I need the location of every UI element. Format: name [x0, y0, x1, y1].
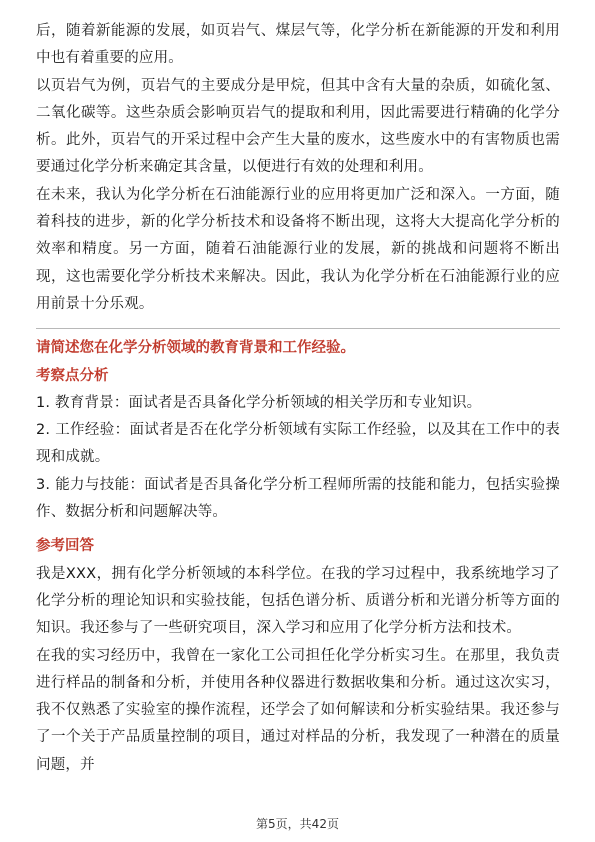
analysis-item-1: 1. 教育背景：面试者是否具备化学分析领域的相关学历和专业知识。 [36, 394, 482, 411]
intro-paragraph-1: 后，随着新能源的发展，如页岩气、煤层气等，化学分析在新能源的开发和利用中也有着重要的应用。 [36, 23, 560, 67]
analysis-item-2: 2. 工作经验：面试者是否在化学分析领域有实际工作经验，以及其在工作中的表现和成就。 [36, 422, 560, 466]
answer-heading: 参考回答 [36, 538, 94, 555]
answer-paragraph-2: 在我的实习经历中，我曾在一家化工公司担任化学分析实习生。在那里，我负责进行样品的制备和分析，并使用各种仪器进行数据收集和分析。通过这次实习，我不仅熟悉了实验室的操作流程，还学会了如何解读和分析实验结果。我还参与了一个关于产品质量控制的项目，通过对样品的分析，我发现了一种潜在的质量问题，并 [36, 647, 560, 773]
answer-paragraph-1: 我是XXX，拥有化学分析领域的本科学位。在我的学习过程中，我系统地学习了化学分析的理论知识和实验技能，包括色谱分析、质谱分析和光谱分析等方面的知识。我还参与了一些研究项目，深入学习和应用了化学分析方法和技术。 [36, 565, 560, 637]
document-page [36, 18, 560, 779]
interview-question: 请简述您在化学分析领域的教育背景和工作经验。 [36, 340, 355, 357]
intro-paragraph-2: 以页岩气为例，页岩气的主要成分是甲烷，但其中含有大量的杂质，如硫化氢、二氧化碳等。这些杂质会影响页岩气的提取和利用，因此需要进行精确的化学分析。此外，页岩气的开采过程中会产生大量的废水，这些废水中的有害物质也需要通过化学分析来确定其含量，以便进行有效的处理和利用。 [36, 77, 560, 176]
intro-paragraph-3: 在未来，我认为化学分析在石油能源行业的应用将更加广泛和深入。一方面，随着科技的进步，新的化学分析技术和设备将不断出现，这将大大提高化学分析的效率和精度。另一方面，随着石油能源行业的发展，新的挑战和问题将不断出现，这也需要化学分析技术来解决。因此，我认为化学分析在石油能源行业的应用前景十分乐观。 [36, 186, 560, 312]
analysis-heading: 考察点分析 [36, 367, 109, 384]
page-number-footer: 第5页，共42页 [256, 817, 339, 831]
analysis-item-3: 3. 能力与技能：面试者是否具备化学分析工程师所需的技能和能力，包括实验操作、数据分析和问题解决等。 [36, 476, 560, 521]
section-divider [36, 328, 560, 329]
